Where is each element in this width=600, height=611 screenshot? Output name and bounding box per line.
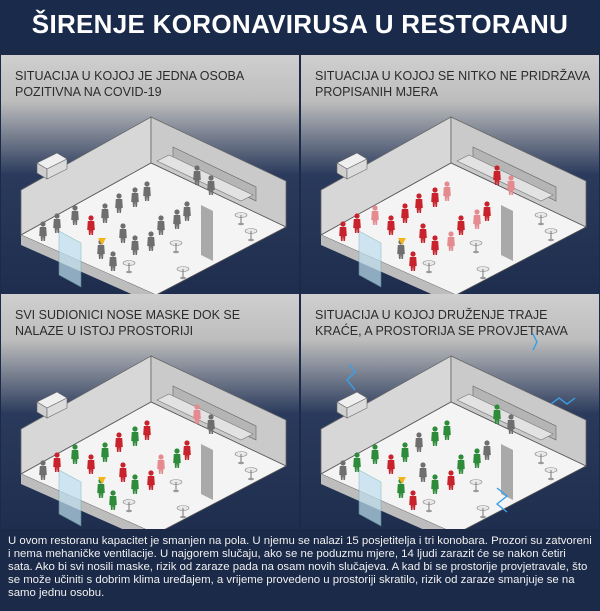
panel-caption: SVI SUDIONICI NOSE MASKE DOK SE NALAZE U ISTOJ PROSTORIJI	[15, 308, 241, 338]
panel-ventilated	[301, 294, 599, 536]
air-flow-arrow-icon	[551, 398, 575, 404]
footer-text: U ovom restoranu kapacitet je smanjen na pola. U njemu se nalazi 15 posjetitelja i tri konobara. Prozori su zatvoreni i nema mehaničke ventilacije. U najgorem slučaju, ako se ne poduzmu mjere, 14 ljudi zarazit će se nakon četiri sata. Ako bi svi nosili maske, rizik od zaraze pada na osam novih slučajeva. A kad bi se prostorije provjetravale, što se može učiniti s dobrim klima uređajem, a vrijeme provedeno u prostoriji skratilo, rizik od zaraze smanjuje se na samo jednu osobu.	[8, 535, 592, 599]
panel-caption: SITUACIJA U KOJOJ JE JEDNA OSOBA POZITIVNA NA COVID-19	[15, 69, 244, 99]
panel-no-measures	[301, 55, 599, 297]
room-scene	[321, 117, 586, 297]
partition-wall	[201, 205, 213, 261]
panel-caption: SITUACIJA U KOJOJ SE NITKO NE PRIDRŽAVA PROPISANIH MJERA	[315, 69, 590, 99]
partition-wall	[201, 444, 213, 500]
partition-wall	[501, 444, 513, 500]
panel-masks	[1, 294, 299, 536]
page-title: ŠIRENJE KORONAVIRUSA U RESTORANU	[31, 8, 569, 39]
panel-caption: SITUACIJA U KOJOJ DRUŽENJE TRAJE KRAĆE, A PROSTORIJA SE PROVJETRAVA	[315, 308, 568, 338]
room-scene	[21, 356, 286, 536]
panel-one-positive	[1, 55, 299, 297]
footer-description	[0, 529, 600, 611]
room-scene	[21, 117, 286, 297]
air-flow-arrow-icon	[347, 364, 355, 390]
partition-wall	[501, 205, 513, 261]
page-header	[0, 0, 600, 48]
room-scene	[321, 334, 586, 536]
